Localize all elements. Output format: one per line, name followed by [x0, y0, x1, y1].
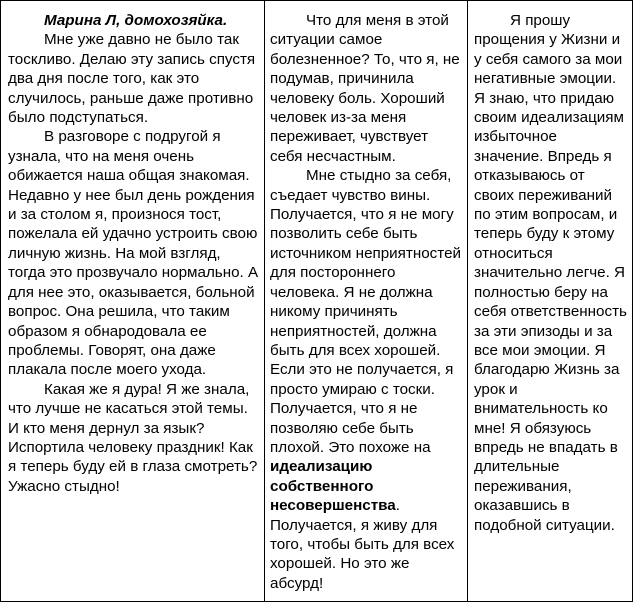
- column-divider-2: [467, 1, 468, 601]
- column-situation: [8, 11, 260, 496]
- situation-paragraph-1: Мне уже давно не было так тоскливо. Делаю эту запись спустя два дня после того, как это случилось, раньше даже противно было подступаться.: [8, 31, 256, 127]
- idealization-term: идеализацию собственного несовершенства: [270, 458, 396, 515]
- situation-paragraph-3: Какая же я дура! Я же знала, что лучше не касаться этой темы. И кто меня дернул за язык? Испортила человеку праздник! Как я теперь буду ей в глаза смотреть? Ужасно стыдно!: [8, 380, 258, 495]
- situation-paragraph-2: В разговоре с подругой я узнала, что на меня очень обижается наша общая знакомая. Недавно у нее был день рождения и за столом я, произнося тост, пожелала ей удачно устроить свою личную жизнь. На мой взгляд, тогда это прозвучало нормально. А для нее это, оказывается, больной вопрос. Она решила, что таким образом я обнародовала ее проблемы. Говорят, она даже плакала после моего ухода.: [8, 128, 259, 379]
- analysis-paragraph-1: Что для меня в этой ситуации самое болезненное? То, что я, не подумав, причинила человеку боль. Хороший человек из-за меня переживает, чувствует себя несчастным.: [270, 12, 460, 165]
- analysis-paragraph-2: [270, 166, 462, 593]
- analysis-text-before: Мне стыдно за себя, съедает чувство вины. Получается, что я не могу позволить себе быть источником неприятностей для постороннего человека. Я не должна никому причинять неприятностей, должна быть для всех хорошей. Если это не получается, я просто умираю с тоски. Получается, что я не позволяю себе быть плохой. Это похоже на: [270, 167, 461, 456]
- forgiveness-paragraph: Я прошу прощения у Жизни и у себя самого за мои негативные эмоции. Я знаю, что придаю своим идеализациям избыточное значение. Впредь я отказываюсь от своих переживаний по этим вопросам, и теперь буду к этому относиться значительно легче. Я полностью беру на себя ответственность за эти эпизоды и за все мои эмоции. Я благодарю Жизнь за урок и внимательность ко мне! Я обязуюсь впредь не впадать в длительные переживания, оказавшись в подобной ситуации.: [474, 12, 627, 534]
- column-analysis: [270, 11, 462, 593]
- entry-author-title: Марина Л, домохозяйка.: [44, 12, 228, 29]
- analysis-text-after: . Получается, я живу для того, чтобы быть для всех хорошей. Но это же абсурд!: [270, 497, 455, 592]
- column-divider-1: [264, 1, 265, 601]
- column-forgiveness: [474, 11, 628, 535]
